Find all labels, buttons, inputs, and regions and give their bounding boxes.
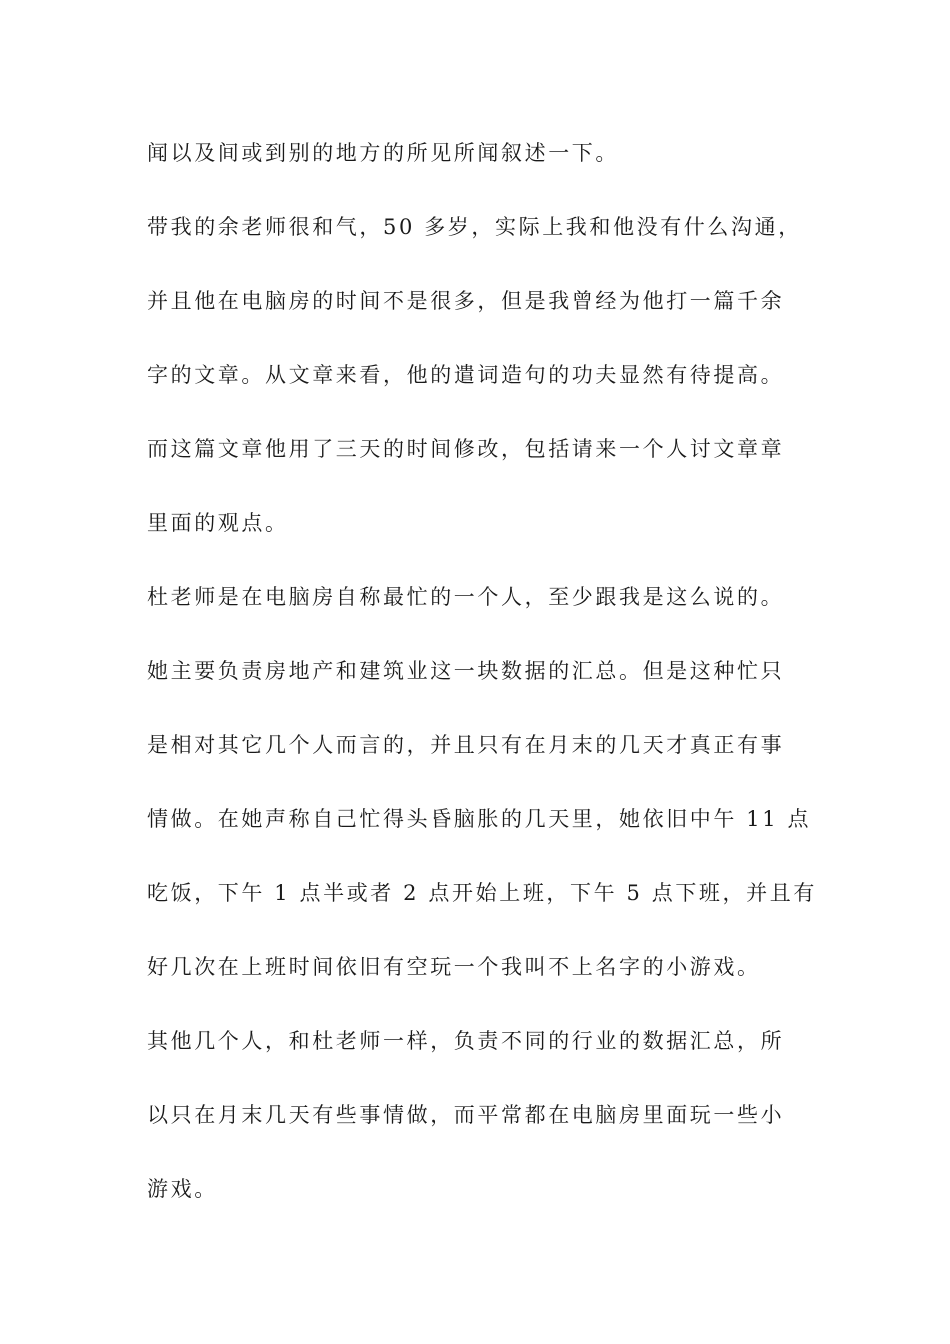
text-line: 闻以及间或到别的地方的所见所闻叙述一下。 xyxy=(147,141,619,165)
text-line: 里面的观点。 xyxy=(147,511,289,535)
text-line: 她主要负责房地产和建筑业这一块数据的汇总。但是这种忙只 xyxy=(147,659,785,683)
text-line: 以只在月末几天有些事情做，而平常都在电脑房里面玩一些小 xyxy=(147,1103,785,1127)
body-text xyxy=(147,130,817,1240)
text-line: 其他几个人，和杜老师一样，负责不同的行业的数据汇总，所 xyxy=(147,1029,785,1053)
text-line: 字的文章。从文章来看，他的遣词造句的功夫显然有待提高。 xyxy=(147,363,785,387)
text-line: 情做。在她声称自己忙得头昏脑胀的几天里，她依旧中午 11 点 xyxy=(147,807,812,831)
text-line: 游戏。 xyxy=(147,1177,218,1201)
text-line: 杜老师是在电脑房自称最忙的一个人，至少跟我是这么说的。 xyxy=(147,585,785,609)
text-line: 吃饭，下午 1 点半或者 2 点开始上班，下午 5 点下班，并且有 xyxy=(147,881,817,905)
text-line: 是相对其它几个人而言的，并且只有在月末的几天才真正有事 xyxy=(147,733,785,757)
text-line: 带我的余老师很和气，50 多岁，实际上我和他没有什么沟通， xyxy=(147,215,802,239)
text-line: 好几次在上班时间依旧有空玩一个我叫不上名字的小游戏。 xyxy=(147,955,761,979)
text-line: 并且他在电脑房的时间不是很多，但是我曾经为他打一篇千余 xyxy=(147,289,785,313)
text-line: 而这篇文章他用了三天的时间修改，包括请来一个人讨文章章 xyxy=(147,437,785,461)
